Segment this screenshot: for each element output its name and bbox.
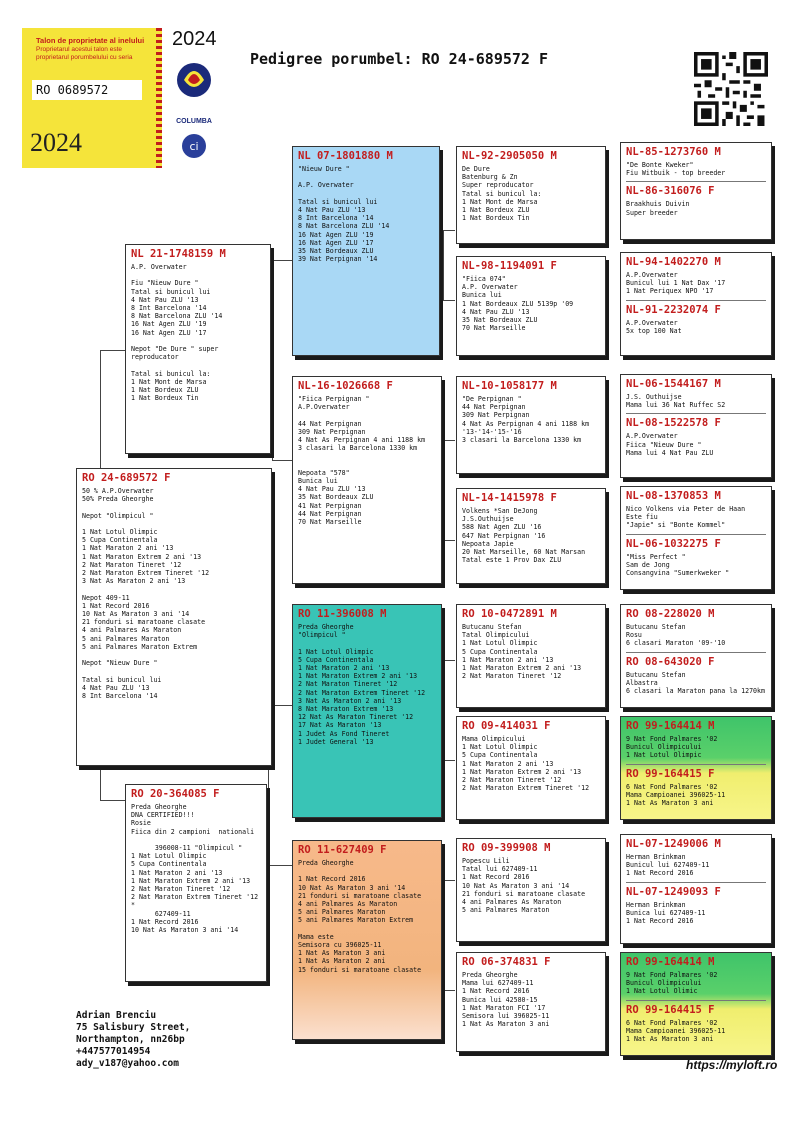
gen3-ring-6: RO 09-414031 F — [462, 720, 551, 732]
gen2-text-4: Preda Gheorghe 1 Nat Record 2016 10 Nat As Maraton 3 ani '14 21 fonduri si maratoane clasate 4 ani Palmares As Maraton 5 ani Palmares Maraton 5 ani Palmares Maraton Extrem Mama este Semisora cu 396025-11 1 Nat As Maraton 3 ani 1 Nat As Maraton 2 ani 15 fonduri si maratoane clasate — [298, 859, 422, 974]
mother-ring: RO 20-364085 F — [131, 788, 220, 800]
gen3-card-8 — [456, 952, 606, 1052]
gen4-top-ring-6: RO 99-164414 M — [626, 720, 715, 732]
gen4-bot-text-5: Butucanu Stefan Albastra 6 clasari la Maraton pana la 1270km — [626, 670, 765, 696]
gen3-ring-7: RO 09-399908 M — [462, 842, 551, 854]
gen4-card-3 — [620, 374, 772, 478]
gen4-bot-ring-1: NL-86-316076 F — [626, 185, 715, 198]
gen3-text-2: "Fiica 074" A.P. Overwater Bunica lui 1 Nat Bordeaux ZLU 5139p '09 4 Nat Pau ZLU '13 35 Nat Bordeaux ZLU 70 Nat Marseille — [462, 275, 574, 333]
gen4-card-5 — [620, 604, 772, 708]
gen3-card-5 — [456, 604, 606, 708]
main-pigeon-card — [76, 468, 272, 766]
gen3-card-7 — [456, 838, 606, 942]
gen4-top-text-8: 9 Nat Fond Palmares '02 Bunicul Olimpicului 1 Nat Lotul Olimic — [626, 971, 718, 996]
ticket-line1: Proprietarul acestui talon este — [36, 46, 122, 53]
gen2-ring-1: NL 07-1801880 M — [298, 150, 393, 162]
gen4-bot-ring-3: NL-08-1522578 F — [626, 417, 721, 430]
gen4-bot-ring-5: RO 08-643020 F — [626, 655, 715, 668]
owner-block — [76, 1010, 190, 1070]
gen2-card-2 — [292, 376, 442, 584]
gen2-card-4 — [292, 840, 442, 1040]
gen2-text-3: Preda Gheorghe "Olimpicul " 1 Nat Lotul Olimpic 5 Cupa Continentala 1 Nat Maraton 2 ani '13 1 Nat Maraton Extrem 2 ani '13 2 Nat Maraton Tineret '12 2 Nat Maraton Extrem Tineret '12 3 Nat As Maraton 2 ani '13 8 Nat Maraton Extrem '13 12 Nat As Maraton Tineret '12 17 Nat As Maraton '13 1 Judet As Fond Tineret 1 Judet General '13 — [298, 623, 426, 746]
ticket-line2: proprietarul porumbelului cu seria — [36, 54, 133, 61]
gen4-card-6 — [620, 716, 772, 820]
ticket-year-top: 2024 — [172, 28, 217, 50]
ticket-year: 2024 — [30, 128, 82, 157]
gen2-ring-3: RO 11-396008 M — [298, 608, 387, 620]
main-ring: RO 24-689572 F — [82, 472, 171, 484]
gen2-card-1 — [292, 146, 440, 356]
ticket-ring: RO 0689572 — [32, 80, 142, 100]
gen3-card-1 — [456, 146, 606, 244]
father-text: A.P. Overwater Fiu "Nieuw Dure " Tatal si bunicul lui 4 Nat Pau ZLU '13 8 Int Barcelona '14 8 Nat Barcelona ZLU '14 16 Nat Agen ZLU '19 16 Nat Agen ZLU '17 Nepot "De Dure " super reproducator Tatal si bunicul la: 1 Nat Mont de Marsa 1 Nat Bordeux ZLU 1 Nat Bordeux Tin — [131, 263, 223, 403]
gen3-card-2 — [456, 256, 606, 356]
gen4-top-text-7: Herman Brinkman Bunicul lui 627409-11 1 Nat Record 2016 — [626, 853, 710, 878]
gen3-text-8: Preda Gheorghe Mama lui 627409-11 1 Nat Record 2016 Bunica lui 42580-15 1 Nat Maraton FCI '17 Semisora lui 396025-11 1 Nat As Maraton 3 ani — [462, 971, 550, 1029]
gen3-text-6: Mama Olimpicului 1 Nat Lotul Olimpic 5 Cupa Continentala 1 Nat Maraton 2 ani '13 1 Nat Maraton Extrem 2 ani '13 2 Nat Maraton Tineret '12 2 Nat Maraton Extrem Tineret '12 — [462, 735, 590, 793]
gen4-bot-ring-8: RO 99-164415 F — [626, 1003, 715, 1016]
gen3-card-3 — [456, 376, 606, 474]
gen3-ring-3: NL-10-1058177 M — [462, 380, 557, 392]
gen4-bot-text-4: "Miss Perfect " Sam de Jong Consangvina "Sumerkweker " — [626, 552, 730, 578]
ticket-heading: Talon de proprietate al inelului — [36, 36, 145, 45]
gen3-text-1: De Dure Batenburg & Zn Super reproducator Tatal si bunicul la: 1 Nat Mont de Marsa 1 Nat Bordeux ZLU 1 Nat Bordeux Tin — [462, 165, 542, 223]
gen3-ring-5: RO 10-0472891 M — [462, 608, 557, 620]
gen4-card-2 — [620, 252, 772, 356]
main-text: 50 % A.P.Overwater 50% Preda Gheorghe Nepot "Olimpicul " 1 Nat Lotul Olimpic 5 Cupa Continentala 1 Nat Maraton 2 ani '13 1 Nat Maraton Extrem 2 ani '13 2 Nat Maraton Tineret '12 2 Nat Maraton Extrem Tineret '12 3 Nat As Maraton 2 ani '13 Nepot 409-11 1 Nat Record 2016 10 Nat As Maraton 3 ani '14 21 fonduri si maratoane clasate 4 ani Palmares As Maraton 5 ani Palmares Maraton 5 ani Palmares Maraton Extrem Nepot "Nieuw Dure " Tatal si bunicul lui 4 Nat Pau ZLU '13 8 Int Barcelona '14 — [82, 487, 210, 701]
mother-text: Preda Gheorghe DNA CERTIFIED!!! Rosie Fiica din 2 campioni nationali 396008-11 "Olimpicul " 1 Nat Lotul Olimpic 5 Cupa Continentala 1 Nat Maraton 2 ani '13 1 Nat Maraton Extrem 2 ani '13 2 Nat Maraton Tineret '12 2 Nat Maraton Extrem Tineret '12 * 627409-11 1 Nat Record 2016 10 Nat As Maraton 3 ani '14 — [131, 803, 259, 935]
gen4-bot-ring-6: RO 99-164415 F — [626, 767, 715, 780]
ticket-stripe — [156, 28, 162, 168]
gen4-bot-ring-4: NL-06-1032275 F — [626, 537, 721, 550]
gen4-bot-text-7: Herman Brinkman Bunica lui 627409-11 1 Nat Record 2016 — [626, 900, 706, 926]
gen4-top-text-4: Nico Volkens via Peter de Haan Este fiu "Japie" si "Bonte Kommel" — [626, 505, 746, 530]
website-link[interactable]: https://myloft.ro — [686, 1058, 778, 1072]
gen4-top-text-3: J.S. Outhuijse Mama lui 36 Nat Ruffec S2 — [626, 393, 726, 410]
gen4-card-1 — [620, 142, 772, 240]
gen2-card-3 — [292, 604, 442, 818]
gen2-text-2: "Fiica Perpignan " A.P.Overwater 44 Nat Perpignan 309 Nat Perpignan 4 Nat As Perpignan 4 ani 1188 km 3 clasari la Barcelona 1330 km Nepoata "578" Bunica lui 4 Nat Pau ZLU '13 35 Nat Bordeaux ZLU 41 Nat Perpignan 44 Nat Perpignan 70 Nat Marseille — [298, 395, 426, 527]
owner-city: Northampton, nn26bp — [76, 1034, 185, 1045]
columba-logo — [172, 54, 216, 164]
mother-card — [125, 784, 267, 982]
ring-ticket — [22, 28, 162, 168]
svg-text:ci: ci — [189, 140, 199, 153]
gen3-card-6 — [456, 716, 606, 820]
gen3-text-3: "De Perpignan " 44 Nat Perpignan 309 Nat Perpignan 4 Nat As Perpignan 4 ani 1188 km '13-'14-'15-'16 3 clasari la Barcelona 1330 km — [462, 395, 590, 445]
gen4-top-ring-2: NL-94-1402270 M — [626, 256, 721, 268]
gen3-card-4 — [456, 488, 606, 584]
gen3-text-7: Popescu Lili Tatal lui 627409-11 1 Nat Record 2016 10 Nat As Maraton 3 ani '14 21 fonduri si maratoane clasate 4 ani Palmares As Maraton 5 ani Palmares Maraton — [462, 857, 586, 915]
owner-name: Adrian Brenciu — [76, 1010, 157, 1021]
qr-code-icon — [694, 52, 768, 126]
gen4-top-text-6: 9 Nat Fond Palmares '02 Bunicul Olimpicului 1 Nat Lotul Olimpic — [626, 735, 718, 760]
father-card — [125, 244, 271, 454]
gen4-card-7 — [620, 834, 772, 944]
page-title: Pedigree porumbel: RO 24-689572 F — [250, 50, 549, 68]
logo-text: COLUMBA — [176, 118, 212, 125]
gen3-text-4: Volkens *San DeJong J.S.Outhuijse 588 Nat Agen ZLU '16 647 Nat Perpignan '16 Nepoata Japie 20 Nat Marseille, 60 Nat Marsan Tatal este 1 Prov Dax ZLU — [462, 507, 586, 565]
gen4-bot-text-3: A.P.Overwater Fiica "Nieuw Dure " Mama lui 4 Nat Pau ZLU — [626, 432, 714, 457]
father-ring: NL 21-1748159 M — [131, 248, 226, 260]
gen4-card-8 — [620, 952, 772, 1056]
gen4-bot-text-6: 6 Nat Fond Palmares '02 Mama Campioanei 396025-11 1 Nat As Maraton 3 ani — [626, 782, 726, 808]
gen4-top-ring-3: NL-06-1544167 M — [626, 378, 721, 390]
gen4-top-ring-7: NL-07-1249006 M — [626, 838, 721, 850]
gen4-top-text-1: "De Bonte Kweker" Fiu Witbuik - top breeder — [626, 161, 726, 178]
gen4-bot-ring-7: NL-07-1249093 F — [626, 885, 721, 898]
gen4-bot-text-2: A.P.Overwater 5x top 100 Nat — [626, 318, 682, 335]
owner-phone: +447577014954 — [76, 1046, 151, 1057]
gen4-top-ring-5: RO 08-228020 M — [626, 608, 715, 620]
gen2-ring-2: NL-16-1026668 F — [298, 380, 393, 392]
gen3-ring-4: NL-14-1415978 F — [462, 492, 557, 504]
gen4-top-ring-8: RO 99-164414 M — [626, 956, 715, 968]
gen4-top-ring-4: NL-08-1370853 M — [626, 490, 721, 502]
gen4-top-text-2: A.P.Overwater Bunicul lui 1 Nat Dax '17 1 Nat Periquex NPO '17 — [626, 271, 726, 296]
gen3-text-5: Butucanu Stefan Tatal Olimpicului 1 Nat Lotul Olimpic 5 Cupa Continentala 1 Nat Maraton 2 ani '13 1 Nat Maraton Extrem 2 ani '13 2 Nat Maraton Tineret '12 — [462, 623, 582, 681]
gen3-ring-2: NL-98-1194091 F — [462, 260, 557, 272]
gen4-bot-text-1: Braakhuis Duivin Super breeder — [626, 200, 690, 217]
gen4-bot-text-8: 6 Nat Fond Palmares '02 Mama Campioanei 396025-11 1 Nat As Maraton 3 ani — [626, 1018, 726, 1044]
gen4-card-4 — [620, 486, 772, 590]
gen2-ring-4: RO 11-627409 F — [298, 844, 387, 856]
gen4-bot-ring-2: NL-91-2232074 F — [626, 303, 721, 316]
gen2-text-1: "Nieuw Dure " A.P. Overwater Tatal si bunicul lui 4 Nat Pau ZLU '13 8 Int Barcelona '14 8 Nat Barcelona ZLU '14 16 Nat Agen ZLU '19 16 Nat Agen ZLU '17 35 Nat Bordeaux ZLU 39 Nat Perpignan '14 — [298, 165, 390, 264]
gen3-ring-1: NL-92-2905050 M — [462, 150, 557, 162]
owner-street: 75 Salisbury Street, — [76, 1022, 191, 1033]
gen4-top-ring-1: NL-85-1273760 M — [626, 146, 721, 158]
gen4-top-text-5: Butucanu Stefan Rosu 6 clasari Maraton '09-'10 — [626, 623, 726, 648]
owner-email: ady_v187@yahoo.com — [76, 1058, 179, 1069]
gen3-ring-8: RO 06-374831 F — [462, 956, 551, 968]
